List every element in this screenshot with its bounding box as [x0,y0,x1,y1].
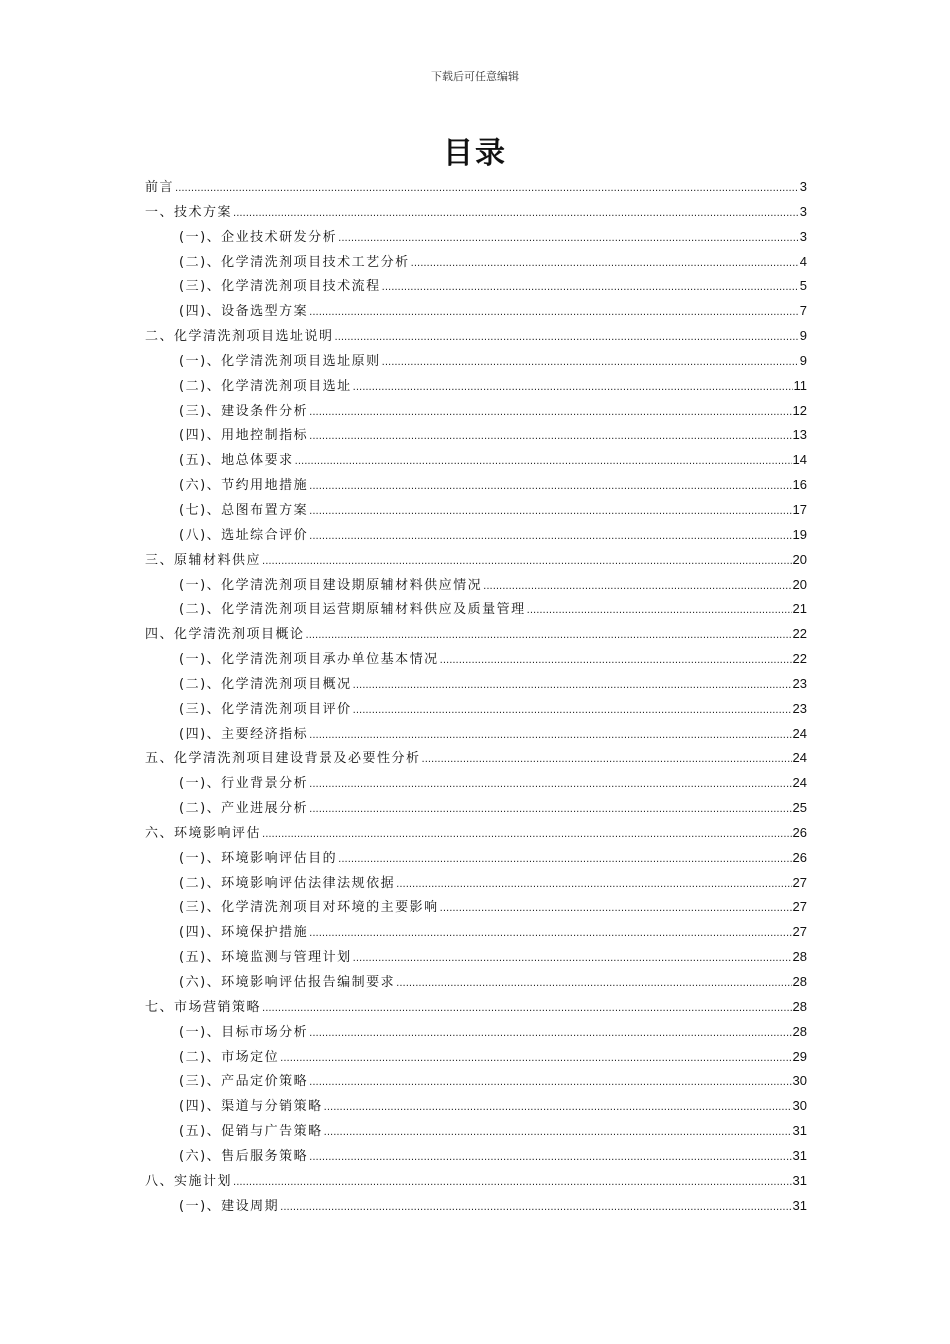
toc-leader-dots [295,456,792,467]
toc-entry-page-number: 24 [792,750,807,766]
toc-entry-page-number: 9 [799,352,807,368]
toc-entry[interactable] [145,971,807,996]
toc-entry-label: (三)、化学清洗剂项目评价 [179,701,352,717]
toc-entry-label: (一)、行业背景分析 [179,776,309,792]
toc-entry-label: (一)、建设周期 [179,1198,280,1214]
toc-entry-page-number: 21 [792,601,807,617]
toc-entry-page-number: 7 [799,303,807,319]
toc-entry-page-number: 27 [792,899,807,915]
toc-entry[interactable] [145,400,807,425]
toc-leader-dots [338,233,799,244]
toc-entry-label: (五)、促销与广告策略 [179,1124,323,1140]
toc-leader-dots [527,605,792,616]
toc-entry-label: (一)、目标市场分析 [179,1024,309,1040]
page-header: 下载后可任意编辑 [431,70,519,83]
toc-entry-label: (三)、建设条件分析 [179,403,309,419]
toc-entry-label: (八)、选址综合评价 [179,527,309,543]
toc-entry-label: (二)、化学清洗剂项目概况 [179,676,352,692]
toc-entry-label: (五)、环境监测与管理计划 [179,950,352,966]
toc-leader-dots [233,208,799,219]
toc-entry-page-number: 9 [799,328,807,344]
toc-entry-label: 三、原辅材料供应 [145,552,262,568]
toc-entry-page-number: 3 [799,179,807,194]
toc-entry-page-number: 19 [792,526,807,542]
toc-entry-page-number: 16 [792,477,807,493]
toc-entry-page-number: 17 [792,501,807,517]
toc-entry[interactable] [145,1195,807,1220]
toc-entry-label: (二)、产业进展分析 [179,801,309,817]
toc-leader-dots [175,183,799,194]
toc-entry-page-number: 27 [792,874,807,890]
toc-entry-page-number: 5 [799,278,807,294]
toc-entry-label: (二)、化学清洗剂项目运营期原辅材料供应及质量管理 [179,602,526,618]
toc-leader-dots [353,680,792,691]
toc-entry[interactable] [145,226,807,251]
toc-leader-dots [262,829,792,840]
toc-leader-dots [309,481,791,492]
toc-entry-label: 八、实施计划 [145,1173,233,1189]
toc-entry[interactable] [145,598,807,623]
toc-entry-label: 四、化学清洗剂项目概论 [145,627,305,643]
toc-entry[interactable] [145,549,807,574]
toc-entry-label: 一、技术方案 [145,204,233,220]
toc-entry-page-number: 3 [799,203,807,219]
toc-entry-label: 六、环境影响评估 [145,825,262,841]
toc-entry-page-number: 28 [792,974,807,989]
toc-entry[interactable] [145,946,807,971]
toc-entry[interactable] [145,424,807,449]
toc-leader-dots [309,1152,791,1163]
toc-entry[interactable] [145,996,807,1021]
toc-entry[interactable] [145,921,807,946]
toc-leader-dots [309,779,791,790]
toc-leader-dots [483,581,791,592]
toc-entry[interactable] [145,474,807,499]
toc-entry-label: (一)、环境影响评估目的 [179,850,338,866]
toc-entry-page-number: 13 [792,427,807,443]
toc-entry-page-number: 11 [793,377,807,393]
toc-entry-label: (四)、环境保护措施 [179,925,309,941]
toc-entry-page-number: 4 [799,253,807,269]
toc-leader-dots [440,655,792,666]
toc-leader-dots [233,1177,792,1188]
toc-title: 目录 [443,136,507,171]
toc-entry[interactable] [145,1095,807,1120]
toc-entry[interactable] [145,1046,807,1071]
toc-entry-page-number: 23 [792,675,807,691]
toc-entry[interactable] [145,201,807,226]
toc-entry-label: (二)、化学清洗剂项目选址 [179,378,352,394]
toc-entry-page-number: 27 [792,924,807,940]
toc-entry-page-number: 24 [792,725,807,741]
toc-entry-page-number: 22 [792,651,807,667]
toc-entry-page-number: 20 [792,576,807,592]
toc-leader-dots [335,332,799,343]
toc-leader-dots [382,282,799,293]
toc-leader-dots [309,1028,791,1039]
toc-entry[interactable] [145,822,807,847]
toc-leader-dots [353,953,792,964]
toc-entry-page-number: 25 [792,800,807,816]
toc-leader-dots [396,978,791,989]
toc-entry-page-number: 31 [792,1123,807,1139]
toc-entry[interactable] [145,1170,807,1195]
toc-entry-page-number: 28 [792,949,807,965]
toc-leader-dots [262,1003,792,1014]
toc-leader-dots [309,506,791,517]
toc-entry-label: (六)、节约用地措施 [179,478,309,494]
toc-entry-page-number: 12 [792,402,807,418]
table-of-contents [145,176,807,1219]
toc-entry-page-number: 3 [799,228,807,244]
toc-entry[interactable] [145,747,807,772]
toc-entry[interactable] [145,449,807,474]
toc-entry-page-number: 30 [792,1098,807,1114]
toc-entry-label: (六)、环境影响评估报告编制要求 [179,975,396,990]
toc-entry[interactable] [145,1070,807,1095]
toc-entry[interactable] [145,574,807,599]
toc-entry[interactable] [145,872,807,897]
toc-entry[interactable] [145,499,807,524]
toc-leader-dots [309,730,791,741]
toc-entry-label: (一)、化学清洗剂项目建设期原辅材料供应情况 [179,577,483,593]
toc-entry[interactable] [145,300,807,325]
toc-entry[interactable] [145,1120,807,1145]
toc-entry-label: (三)、产品定价策略 [179,1074,309,1090]
toc-entry-label: (四)、设备选型方案 [179,304,309,320]
toc-entry[interactable] [145,623,807,648]
toc-entry-page-number: 31 [792,1172,807,1188]
toc-leader-dots [396,879,791,890]
toc-entry-label: 前言 [145,180,175,195]
toc-entry-page-number: 29 [792,1048,807,1064]
toc-entry[interactable] [145,772,807,797]
toc-leader-dots [338,854,791,865]
toc-entry-label: (四)、主要经济指标 [179,726,309,742]
toc-entry[interactable] [145,847,807,872]
toc-entry[interactable] [145,673,807,698]
toc-leader-dots [280,1202,791,1213]
toc-leader-dots [440,903,792,914]
toc-leader-dots [309,307,799,318]
toc-entry-label: (一)、化学清洗剂项目承办单位基本情况 [179,652,439,668]
toc-entry-label: (六)、售后服务策略 [179,1148,309,1164]
toc-leader-dots [309,1077,791,1088]
toc-leader-dots [309,431,791,442]
toc-leader-dots [353,382,793,393]
toc-entry-label: 七、市场营销策略 [145,999,262,1015]
toc-leader-dots [306,630,792,641]
toc-entry-page-number: 26 [792,824,807,840]
toc-entry[interactable] [145,176,807,201]
toc-entry-label: (四)、渠道与分销策略 [179,1099,323,1115]
toc-entry-label: 五、化学清洗剂项目建设背景及必要性分析 [145,751,421,767]
toc-entry-label: (二)、化学清洗剂项目技术工艺分析 [179,254,410,270]
toc-entry[interactable] [145,648,807,673]
toc-entry[interactable] [145,1145,807,1170]
toc-entry-page-number: 31 [792,1147,807,1163]
toc-entry-label: (四)、用地控制指标 [179,428,309,444]
toc-entry-page-number: 30 [792,1073,807,1089]
toc-leader-dots [262,556,792,567]
toc-entry[interactable] [145,275,807,300]
toc-entry-label: (一)、企业技术研发分析 [179,229,338,245]
toc-leader-dots [324,1102,792,1113]
toc-entry[interactable] [145,1021,807,1046]
toc-entry[interactable] [145,723,807,748]
toc-entry[interactable] [145,350,807,375]
toc-entry-page-number: 14 [792,452,807,468]
toc-entry-label: (二)、环境影响评估法律法规依据 [179,875,396,891]
toc-leader-dots [353,705,792,716]
toc-entry-label: (三)、化学清洗剂项目对环境的主要影响 [179,900,439,916]
toc-leader-dots [309,407,791,418]
toc-entry-label: (一)、化学清洗剂项目选址原则 [179,353,381,369]
toc-leader-dots [422,754,792,765]
toc-entry-label: 二、化学清洗剂项目选址说明 [145,329,334,345]
toc-entry-label: (二)、市场定位 [179,1049,280,1065]
toc-entry[interactable] [145,797,807,822]
toc-entry[interactable] [145,896,807,921]
toc-entry[interactable] [145,698,807,723]
toc-entry-page-number: 23 [792,700,807,716]
toc-leader-dots [382,357,799,368]
toc-entry[interactable] [145,524,807,549]
toc-entry-label: (三)、化学清洗剂项目技术流程 [179,279,381,295]
toc-entry-page-number: 28 [792,1023,807,1039]
toc-entry-page-number: 20 [792,551,807,567]
toc-leader-dots [309,531,791,542]
toc-entry-label: (七)、总图布置方案 [179,502,309,518]
toc-leader-dots [280,1053,791,1064]
toc-leader-dots [324,1127,792,1138]
toc-leader-dots [309,928,791,939]
toc-entry-page-number: 28 [792,998,807,1014]
toc-entry[interactable] [145,251,807,276]
toc-entry-page-number: 31 [792,1197,807,1213]
toc-entry-label: (五)、地总体要求 [179,453,294,469]
toc-entry-page-number: 26 [792,849,807,865]
toc-entry[interactable] [145,325,807,350]
toc-entry-page-number: 22 [792,626,807,642]
toc-leader-dots [411,258,799,269]
toc-leader-dots [309,804,791,815]
toc-entry-page-number: 24 [792,775,807,791]
toc-entry[interactable] [145,375,807,400]
